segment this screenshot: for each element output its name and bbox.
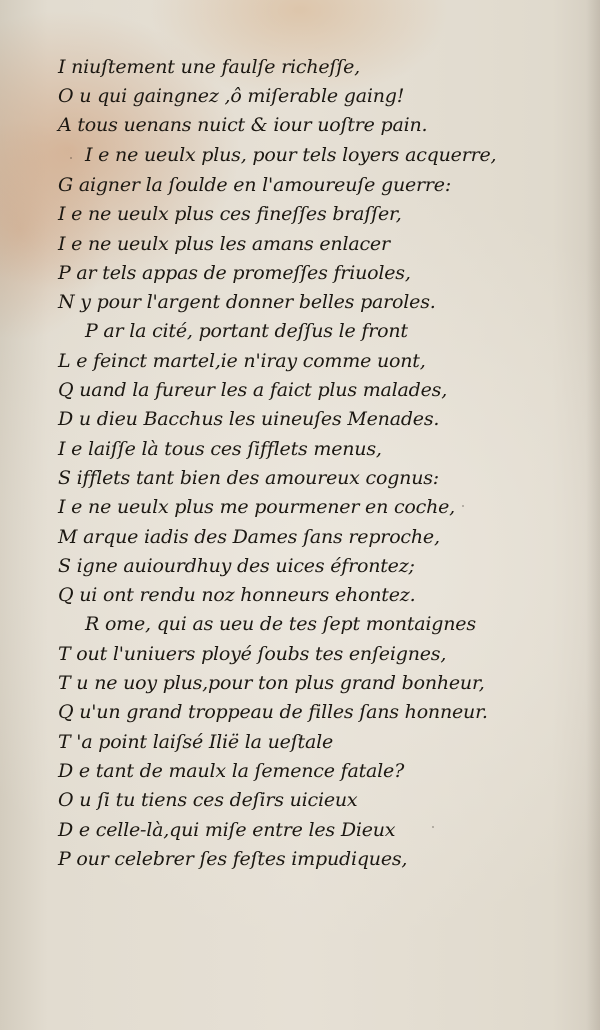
verse-line: L e feinct martel,ie n'iray comme uont,: [58, 350, 426, 372]
poem-text: [0, 52, 600, 892]
verse-line: T out l'uniuers ployé ſoubs tes enſeignes,: [58, 643, 447, 665]
verse-line: S ifflets tant bien des amoureux cognus:: [58, 467, 439, 489]
verse-line: P ar tels appas de promeſſes friuoles,: [58, 262, 411, 284]
verse-line: T 'a point laiſsé Ilië la ueſtale: [58, 731, 334, 753]
verse-line: G aigner la ſoulde en l'amoureuſe guerre:: [58, 174, 452, 196]
verse-line: P ar la cité, portant deſſus le front: [85, 320, 408, 342]
verse-line: M arque iadis des Dames ſans reproche,: [58, 526, 440, 548]
verse-line: D e celle-là,qui miſe entre les Dieux: [58, 819, 396, 841]
verse-line: T u ne uoy plus,pour ton plus grand bonheur,: [58, 672, 485, 694]
verse-line: S igne auiourdhuy des uices éfrontez;: [58, 555, 415, 577]
verse-line: Q u'un grand troppeau de filles ſans honneur.: [58, 701, 488, 723]
verse-line: Q ui ont rendu noz honneurs ehontez.: [58, 584, 416, 606]
verse-line: P our celebrer ſes feſtes impudiques,: [58, 848, 408, 870]
verse-line: I e ne ueulx plus, pour tels loyers acquerre,: [85, 144, 497, 166]
verse-line: D e tant de maulx la ſemence fatale?: [58, 760, 405, 782]
verse-line: I e ne ueulx plus me pourmener en coche,: [58, 496, 456, 518]
verse-line: Q uand la fureur les a faict plus malades,: [58, 379, 448, 401]
verse-line: I e ne ueulx plus ces fineſſes braſſer,: [58, 203, 402, 225]
verse-line: I e ne ueulx plus les amans enlacer: [58, 233, 390, 255]
verse-line: I e laiſſe là tous ces ſifflets menus,: [58, 438, 382, 460]
verse-line: D u dieu Bacchus les uineuſes Menades.: [58, 408, 440, 430]
verse-line: O u qui gaingnez ,ô miſerable gaing!: [58, 85, 405, 107]
verse-line: A tous uenans nuict & iour uoſtre pain.: [58, 114, 428, 136]
verse-line: O u ſi tu tiens ces deſirs uicieux: [58, 789, 358, 811]
verse-line: N y pour l'argent donner belles paroles.: [58, 291, 436, 313]
verse-line: I niuſtement une faulſe richeſſe,: [58, 56, 360, 78]
verse-line: R ome, qui as ueu de tes ſept montaignes: [85, 613, 476, 635]
